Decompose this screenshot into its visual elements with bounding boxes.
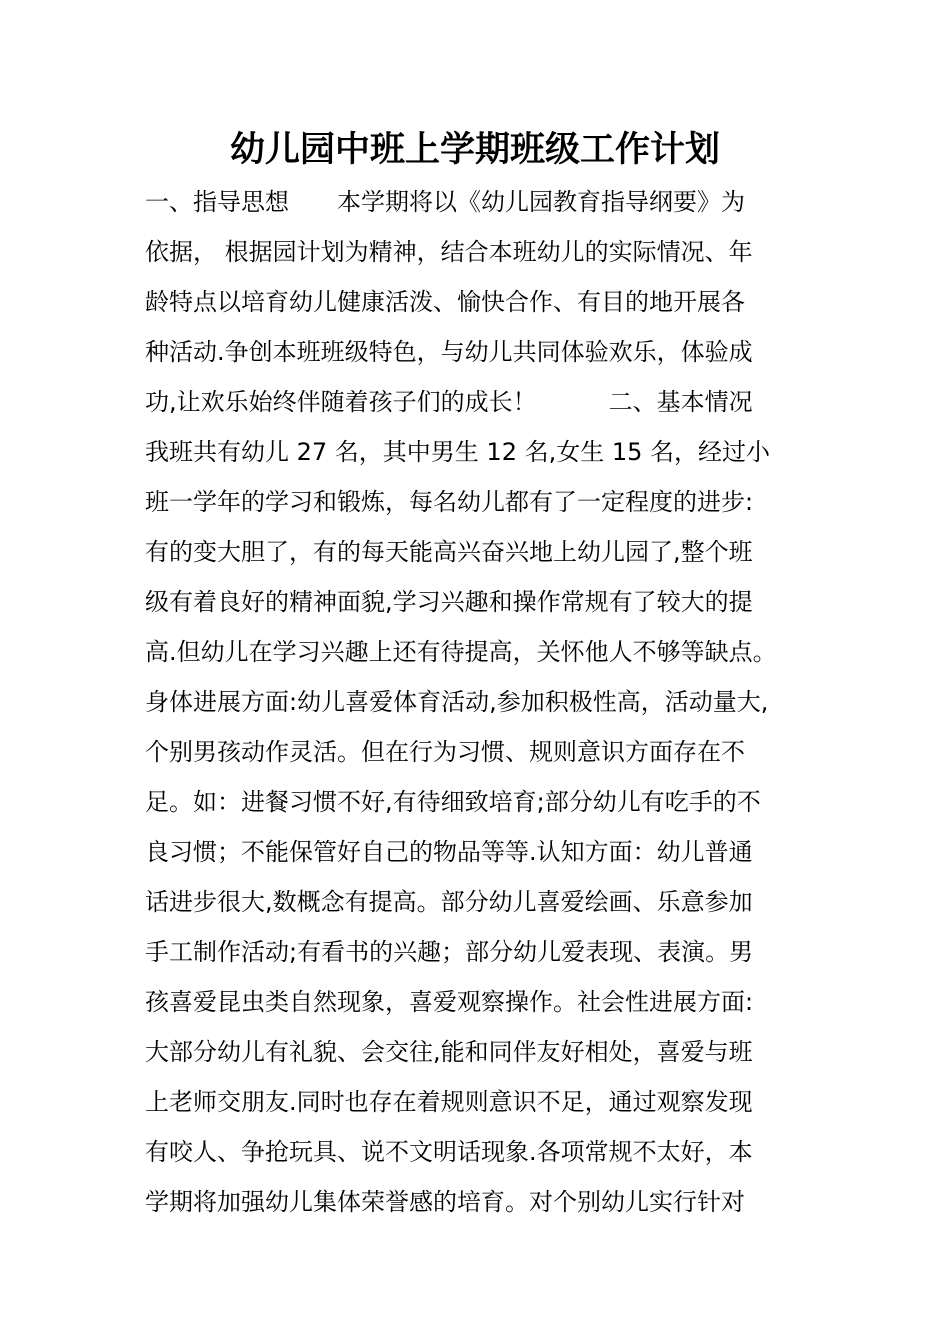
body-line: 种活动.争创本班班级特色，与幼儿共同体验欢乐，体验成 — [145, 338, 753, 366]
document-title: 幼儿园中班上学期班级工作计划 — [229, 129, 720, 170]
body-line: 手工制作活动;有看书的兴趣；部分幼儿爱表现、表演。男 — [145, 938, 754, 966]
document-body — [145, 177, 835, 1227]
body-line: 有咬人、争抢玩具、说不文明话现象.各项常规不太好，本 — [145, 1138, 753, 1166]
body-line: 良习惯；不能保管好自己的物品等等.认知方面：幼儿普通 — [145, 838, 753, 866]
body-line: 我班共有幼儿 27 名，其中男生 12 名,女生 15 名，经过小 — [145, 438, 771, 466]
body-line: 学期将加强幼儿集体荣誉感的培育。对个别幼儿实行针对 — [145, 1188, 745, 1216]
body-line: 孩喜爱昆虫类自然现象，喜爱观察操作。社会性进展方面: — [145, 988, 754, 1016]
body-line: 龄特点以培育幼儿健康活泼、愉快合作、有目的地开展各 — [145, 288, 745, 316]
body-line: 上老师交朋友.同时也存在着规则意识不足，通过观察发现 — [145, 1088, 753, 1116]
body-line: 一、指导思想 本学期将以《幼儿园教育指导纲要》为 — [145, 188, 745, 216]
body-line: 有的变大胆了，有的每天能高兴奋兴地上幼儿园了,整个班 — [145, 538, 753, 566]
body-line: 高.但幼儿在学习兴趣上还有待提高，关怀他人不够等缺点。 — [145, 638, 777, 666]
body-line: 级有着良好的精神面貌,学习兴趣和操作常规有了较大的提 — [145, 588, 753, 616]
body-line: 依据， 根据园计划为精神，结合本班幼儿的实际情况、年 — [145, 238, 753, 266]
body-line: 足。如：进餐习惯不好,有待细致培育;部分幼儿有吃手的不 — [145, 788, 761, 816]
body-line: 功,让欢乐始终伴随着孩子们的成长！ 二、基本情况 — [145, 388, 753, 416]
body-line: 大部分幼儿有礼貌、会交往,能和同伴友好相处，喜爱与班 — [145, 1038, 753, 1066]
body-line: 班一学年的学习和锻炼，每名幼儿都有了一定程度的进步: — [145, 488, 754, 516]
body-line: 身体进展方面:幼儿喜爱体育活动,参加积极性高，活动量大, — [145, 688, 769, 716]
body-line: 个别男孩动作灵活。但在行为习惯、规则意识方面存在不 — [145, 738, 745, 766]
body-line: 话进步很大,数概念有提高。部分幼儿喜爱绘画、乐意参加 — [145, 888, 753, 916]
